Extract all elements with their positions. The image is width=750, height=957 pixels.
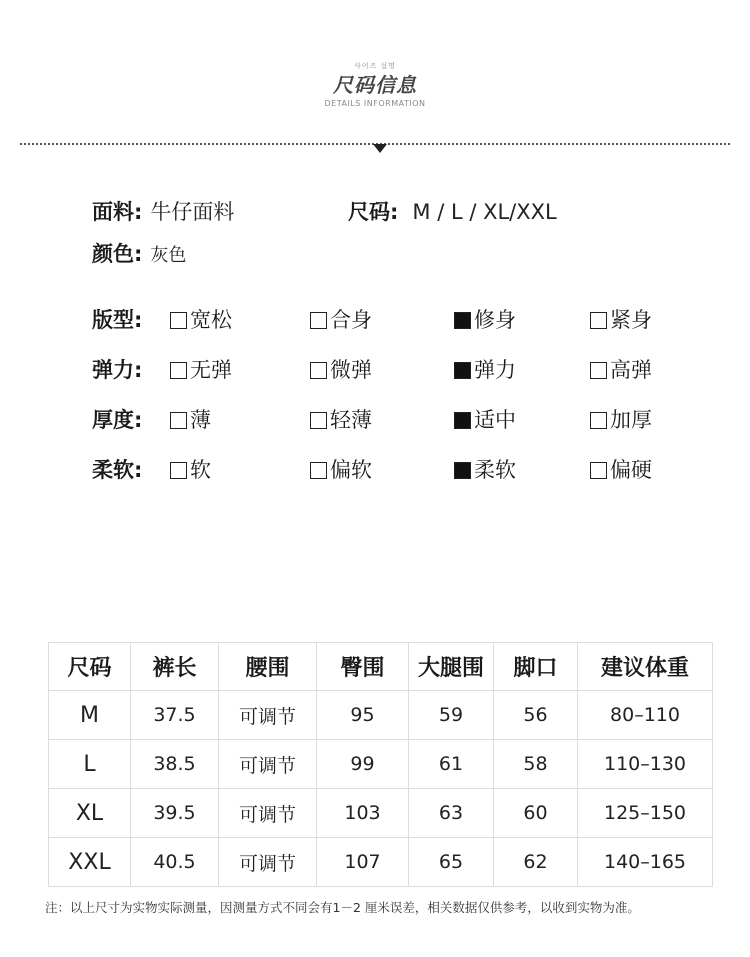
- attribute-option-label: 合身: [330, 308, 372, 332]
- attribute-option-label: 轻薄: [330, 408, 372, 432]
- checked-box-icon: [454, 462, 471, 479]
- table-cell: 140–165: [578, 838, 713, 887]
- table-cell: 62: [494, 838, 578, 887]
- table-header-cell: 大腿围: [409, 643, 494, 691]
- unchecked-box-icon: [590, 312, 607, 329]
- checked-box-icon: [454, 312, 471, 329]
- section-header: [0, 60, 750, 110]
- table-cell: 56: [494, 691, 578, 740]
- unchecked-box-icon: [170, 312, 187, 329]
- attribute-label: 版型:: [92, 308, 143, 332]
- table-row: [49, 740, 713, 789]
- fabric-value: 牛仔面料: [150, 200, 235, 224]
- attribute-option: [170, 455, 211, 485]
- attribute-option: [590, 405, 652, 435]
- unchecked-box-icon: [170, 412, 187, 429]
- table-row: [49, 789, 713, 838]
- unchecked-box-icon: [590, 462, 607, 479]
- attribute-option: [170, 355, 232, 385]
- attribute-option: [310, 455, 372, 485]
- table-cell: 可调节: [219, 789, 317, 838]
- size-label: 尺码:: [348, 200, 399, 224]
- unchecked-box-icon: [310, 362, 327, 379]
- table-cell: 38.5: [131, 740, 219, 789]
- table-cell: 60: [494, 789, 578, 838]
- attribute-option-label: 偏软: [330, 458, 372, 482]
- attribute-option-label: 修身: [474, 308, 516, 332]
- unchecked-box-icon: [310, 312, 327, 329]
- attribute-option: [590, 455, 652, 485]
- attribute-option: [590, 305, 652, 335]
- attribute-option: [590, 355, 652, 385]
- attribute-option-label: 加厚: [610, 408, 652, 432]
- attribute-option-label: 薄: [190, 408, 211, 432]
- size-value: M / L / XL/XXL: [412, 200, 557, 224]
- checked-box-icon: [454, 412, 471, 429]
- attribute-option: [310, 305, 372, 335]
- color-value: 灰色: [150, 245, 187, 266]
- attribute-option-label: 弹力: [474, 358, 516, 382]
- size-table: [48, 642, 713, 887]
- attribute-option: [170, 305, 232, 335]
- table-cell: 65: [409, 838, 494, 887]
- table-cell: 110–130: [578, 740, 713, 789]
- attribute-option: [310, 355, 372, 385]
- checked-box-icon: [454, 362, 471, 379]
- header-subtitle: DETAILS INFORMATION: [324, 99, 426, 108]
- table-cell: XL: [49, 789, 131, 838]
- attribute-option: [454, 455, 516, 485]
- attribute-option-label: 无弹: [190, 358, 232, 382]
- table-cell: 可调节: [219, 740, 317, 789]
- attribute-option: [310, 405, 372, 435]
- attribute-row-thickness: [92, 405, 732, 435]
- attribute-label: 厚度:: [92, 408, 143, 432]
- attribute-option-label: 宽松: [190, 308, 232, 332]
- unchecked-box-icon: [310, 412, 327, 429]
- attribute-row-elasticity: [92, 355, 732, 385]
- color-label: 颜色:: [92, 242, 143, 266]
- attribute-row-softness: [92, 455, 732, 485]
- unchecked-box-icon: [310, 462, 327, 479]
- header-kicker: 사이즈 설명: [353, 62, 397, 70]
- attribute-label: 弹力:: [92, 358, 143, 382]
- table-cell: 59: [409, 691, 494, 740]
- table-cell: 80–110: [578, 691, 713, 740]
- table-header-cell: 臀围: [317, 643, 409, 691]
- measurement-note: 注：以上尺寸为实物实际测量，因测量方式不同会有1－2 厘米误差，相关数据仅供参考，以收到实物为准。: [45, 900, 640, 915]
- table-cell: 37.5: [131, 691, 219, 740]
- table-cell: 61: [409, 740, 494, 789]
- attribute-option-label: 适中: [474, 408, 516, 432]
- table-cell: 39.5: [131, 789, 219, 838]
- table-header-cell: 腰围: [219, 643, 317, 691]
- table-cell: 可调节: [219, 838, 317, 887]
- table-cell: 103: [317, 789, 409, 838]
- attribute-option-label: 柔软: [474, 458, 516, 482]
- attribute-option-label: 微弹: [330, 358, 372, 382]
- fabric-row: [92, 198, 234, 226]
- attribute-option-label: 高弹: [610, 358, 652, 382]
- attribute-option: [454, 405, 516, 435]
- size-row: [348, 198, 557, 226]
- table-cell: M: [49, 691, 131, 740]
- attribute-option-label: 偏硬: [610, 458, 652, 482]
- table-cell: 40.5: [131, 838, 219, 887]
- table-cell: 99: [317, 740, 409, 789]
- color-row: [92, 240, 186, 270]
- table-cell: 107: [317, 838, 409, 887]
- table-row: [49, 691, 713, 740]
- table-cell: L: [49, 740, 131, 789]
- table-cell: 可调节: [219, 691, 317, 740]
- unchecked-box-icon: [170, 362, 187, 379]
- unchecked-box-icon: [590, 362, 607, 379]
- attribute-row-fit: [92, 305, 732, 335]
- table-cell: 95: [317, 691, 409, 740]
- attribute-label: 柔软:: [92, 458, 143, 482]
- attribute-option: [454, 355, 516, 385]
- attribute-option-label: 紧身: [610, 308, 652, 332]
- table-header-cell: 脚口: [494, 643, 578, 691]
- table-cell: 63: [409, 789, 494, 838]
- table-header-cell: 尺码: [49, 643, 131, 691]
- header-title: 尺码信息: [333, 73, 417, 97]
- down-arrow-icon: [373, 144, 387, 153]
- table-cell: XXL: [49, 838, 131, 887]
- unchecked-box-icon: [170, 462, 187, 479]
- table-cell: 58: [494, 740, 578, 789]
- table-cell: 125–150: [578, 789, 713, 838]
- table-header-cell: 裤长: [131, 643, 219, 691]
- table-header-row: [49, 643, 713, 691]
- unchecked-box-icon: [590, 412, 607, 429]
- table-header-cell: 建议体重: [578, 643, 713, 691]
- table-row: [49, 838, 713, 887]
- attribute-option: [454, 305, 516, 335]
- attribute-option: [170, 405, 211, 435]
- attribute-option-label: 软: [190, 458, 211, 482]
- fabric-label: 面料:: [92, 200, 143, 224]
